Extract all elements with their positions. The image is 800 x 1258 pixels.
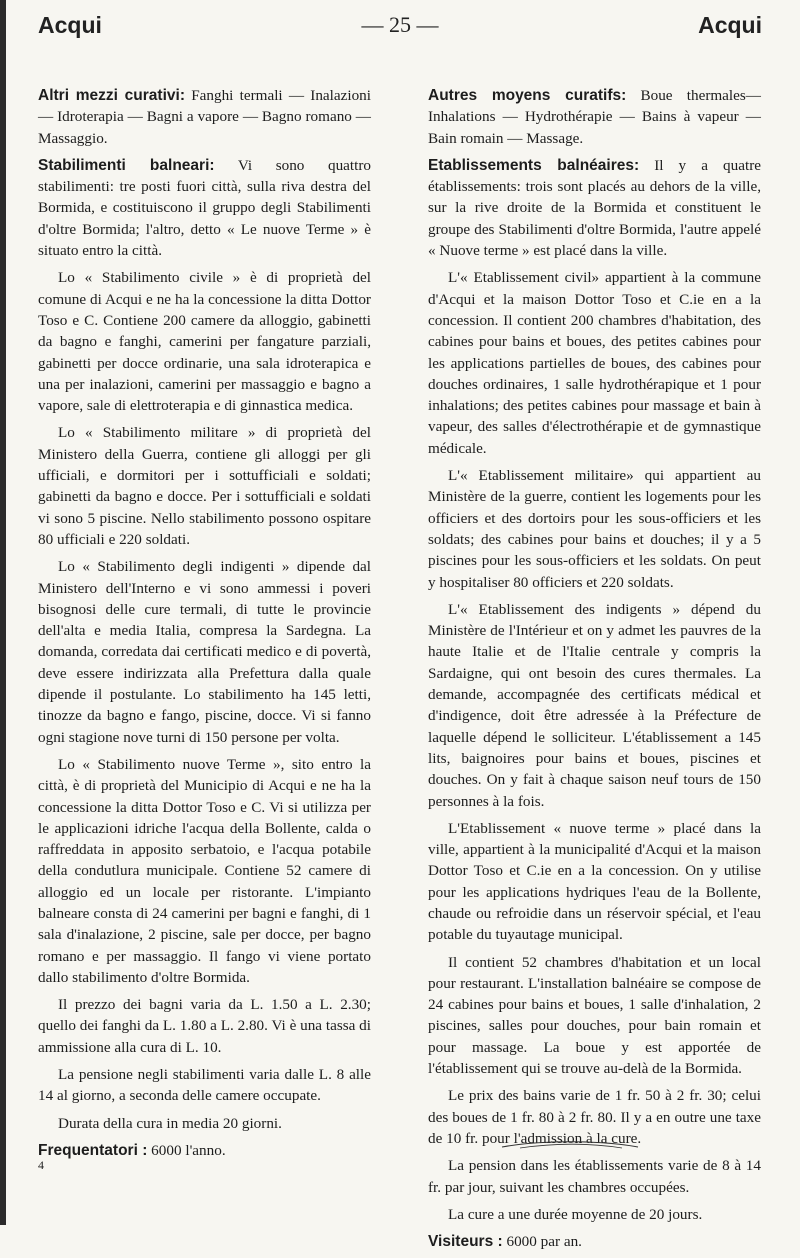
paragraph-text: Il y a quatre établissements: trois sont placés au dehors de la ville, sur la rive droite de la Bormida et constituent le groupe des Stabilimenti d'oltre Bormida, l'autre appelé « Nuove terme » est placé dans la ville. [428,156,761,260]
paragraph [38,155,371,261]
paragraph [428,155,761,261]
paragraph-heading: Autres moyens curatifs: [428,87,627,104]
paragraph [428,1231,761,1252]
page-number: — 25 — [361,12,439,37]
paragraph-text: L'Etablissement « nuove terme » placé dans la ville, appartient à la municipalité d'Acqui et la maison Dottor Toso et C.ie en a la concession. On y utilise pour les applications hydriques l'eau de la Bollente, chaude ou refroidie dans un réservoir spécial, et l'eau potable du tuyautage municipal. [428,819,761,944]
paragraph [428,85,761,149]
paragraph [38,85,371,149]
signature-mark: 4 [38,1158,44,1172]
paragraph [428,1204,761,1225]
paragraph [428,599,761,812]
paragraph [428,267,761,459]
paragraph-text: 6000 par an. [502,1233,582,1251]
paragraph-heading: Stabilimenti balneari: [38,156,215,174]
paragraph [38,267,371,416]
paragraph-text: Fanghi termali — Inalazioni — Idroterapia — Bagni a vapore — Bagno romano — Massaggio. [38,87,371,147]
paragraph-text: Boue thermales—Inhalations — Hydrothérapie — Bains à vapeur — Bain romain — Massage. [428,87,761,147]
paragraph-heading: Altri mezzi curativi: [38,87,185,104]
paragraph-heading: Etablissements balnéaires: [428,156,640,174]
paragraph [38,994,371,1058]
binding-edge [0,0,6,1225]
paragraph [38,422,371,550]
paragraph-text: L'« Etablissement des indigents » dépend du Ministère de l'Intérieur et on y admet les pauvres de la haute Italie et de l'Italie centrale y compris la Sardaigne, qui ont besoin des cures thermales. La demande, accompagnée des certificats médical et d'indigence, doit être adressée à la Préfecture de laquelle dépend le solliciteur. L'établissement a 145 lits, baignoires pour bains et boues, piscines et douches. On y fait à chaque saison neuf tours de 150 personnes à la fois. [428,600,761,810]
paragraph-text: Lo « Stabilimento militare » di proprietà del Ministero della Guerra, contiene gli alloggi per gli ufficiali, e dormitori per i sottufficiali e soldati; gabinetti da bagno e docce. Per i sottufficiali e soldati vi sono 5 piscine. Nello stabilimento possono ospitare 80 ufficiali e 220 soldati. [38,424,371,548]
header-right-title: Acqui [698,12,762,38]
paragraph [38,1140,371,1161]
paragraph [38,1113,371,1134]
decorative-rule [500,1138,640,1150]
paragraph [38,1064,371,1107]
paragraph-text: Durata della cura in media 20 giorni. [58,1114,282,1132]
paragraph-heading: Visiteurs : [428,1233,503,1251]
paragraph-text: Lo « Stabilimento nuove Terme », sito entro la città, è di proprietà del Municipio di Acqui e ne ha la concessione la ditta Dottor Toso e C. Vi si utilizza per le applicazioni idriche l'acqua della Bollente, calda o raffreddata in apposito serbatoio, e l'acqua potabile della condutlura municipale. Contiene 52 camere di alloggio ed un locale per ristorante. L'impianto balneare consta di 24 camerini per bagni e fanghi, di 1 sala d'inalazione, 2 piscine, sale per docce, per bagno romano e per massaggio. Il fango vi viene portato dallo stabilimento d'oltre Bormida. [38,755,371,986]
paragraph-text: L'« Etablissement militaire» qui appartient au Ministère de la guerre, contient les logements pour les officiers et des dortoirs pour les sous-officiers et les soldats; des cabines pour bains et douches; il y a 5 piscines pour les sous-officiers et les soldats. On peut y hospitaliser 80 officiers et 220 soldats. [428,467,761,591]
paragraph [428,465,761,593]
paragraph [38,556,371,748]
paragraph-text: Le prix des bains varie de 1 fr. 50 à 2 fr. 30; celui des boues de 1 fr. 80 à 2 fr. 80. Il y a en outre une taxe de 10 fr. pour l'admission à la cure. [428,1087,761,1147]
header-left-title: Acqui [38,12,102,38]
italian-column [38,85,371,1167]
paragraph-text: La pensione negli stabilimenti varia dalle L. 8 alle 14 al giorno, a seconda delle camere occupate. [38,1066,371,1105]
paragraph-text: Il contient 52 chambres d'habitation et un local pour restaurant. L'installation balnéaire se compose de 24 cabines pour bains et boues, 1 salle d'inhalation, 2 piscines, salles pour douches, pour bain romain et pour massage. La boue y est apportée de l'établissement qui se trouve au-delà de la Bormida. [428,953,761,1078]
french-column [428,85,761,1258]
paragraph-text: L'« Etablissement civil» appartient à la commune d'Acqui et la maison Dottor Toso et C.ie en a la concession. Il contient 200 chambres d'habitation, des cabines pour bains et boues, des petites cabines pour les applications partielles de boues, des cabines pour douches ordinaires, 1 salle hydrothérapique et 1 pour inhalations; des petites cabines pour massage et bain à vapeur, des salles d'électrothérapie et de gymnastique médicale. [428,269,761,457]
paragraph-text: Lo « Stabilimento degli indigenti » dipende dal Ministero dell'Interno e vi sono ammessi i poveri bisognosi delle cure termali, di tutte le provincie dell'alta e media Italia, compresa la Sardegna. La domanda, corredata dai certificati medico e di povertà, deve essere indirizzata alla Prefettura dalla quale dipende il postulante. Lo stabilimento ha 145 letti, tinozze da bagno e fango, piscine, docce. Vi si fanno ogni stagione nove turni di 150 persone per volta. [38,558,371,746]
paragraph [428,818,761,946]
paragraph [428,952,761,1080]
paragraph [428,1155,761,1198]
paragraph-text: Vi sono quattro stabilimenti: tre posti fuori città, sulla riva destra del Bormida, e costituiscono il gruppo degli Stabilimenti d'oltre Bormida; l'altro, detto « Le nuove Terme » è situato entro la città. [38,156,371,260]
paragraph-text: Lo « Stabilimento civile » è di proprietà del comune di Acqui e ne ha la concessione la ditta Dottor Toso e C. Contiene 200 camere da alloggio, gabinetti da bagno e fanghi, camerini per fangature parziali, gabinetti per docce ordinarie, una sala idroterapica e una per inalazioni, camerini per massaggio e bagno a vapore, sale di elettroterapia e di ginnastica medica. [38,269,371,415]
paragraph-text: Il prezzo dei bagni varia da L. 1.50 a L. 2.30; quello dei fanghi da L. 1.80 a L. 2.80. Vi è una tassa di ammissione alla cura di L. 10. [38,996,371,1056]
paragraph [38,754,371,988]
paragraph-heading: Frequentatori : [38,1141,148,1159]
page-header [38,12,762,42]
paragraph-text: La cure a une durée moyenne de 20 jours. [448,1205,703,1223]
paragraph-text: La pension dans les établissements varie de 8 à 14 fr. par jour, suivant les chambres occupées. [428,1157,761,1196]
paragraph-text: 6000 l'anno. [147,1141,226,1159]
